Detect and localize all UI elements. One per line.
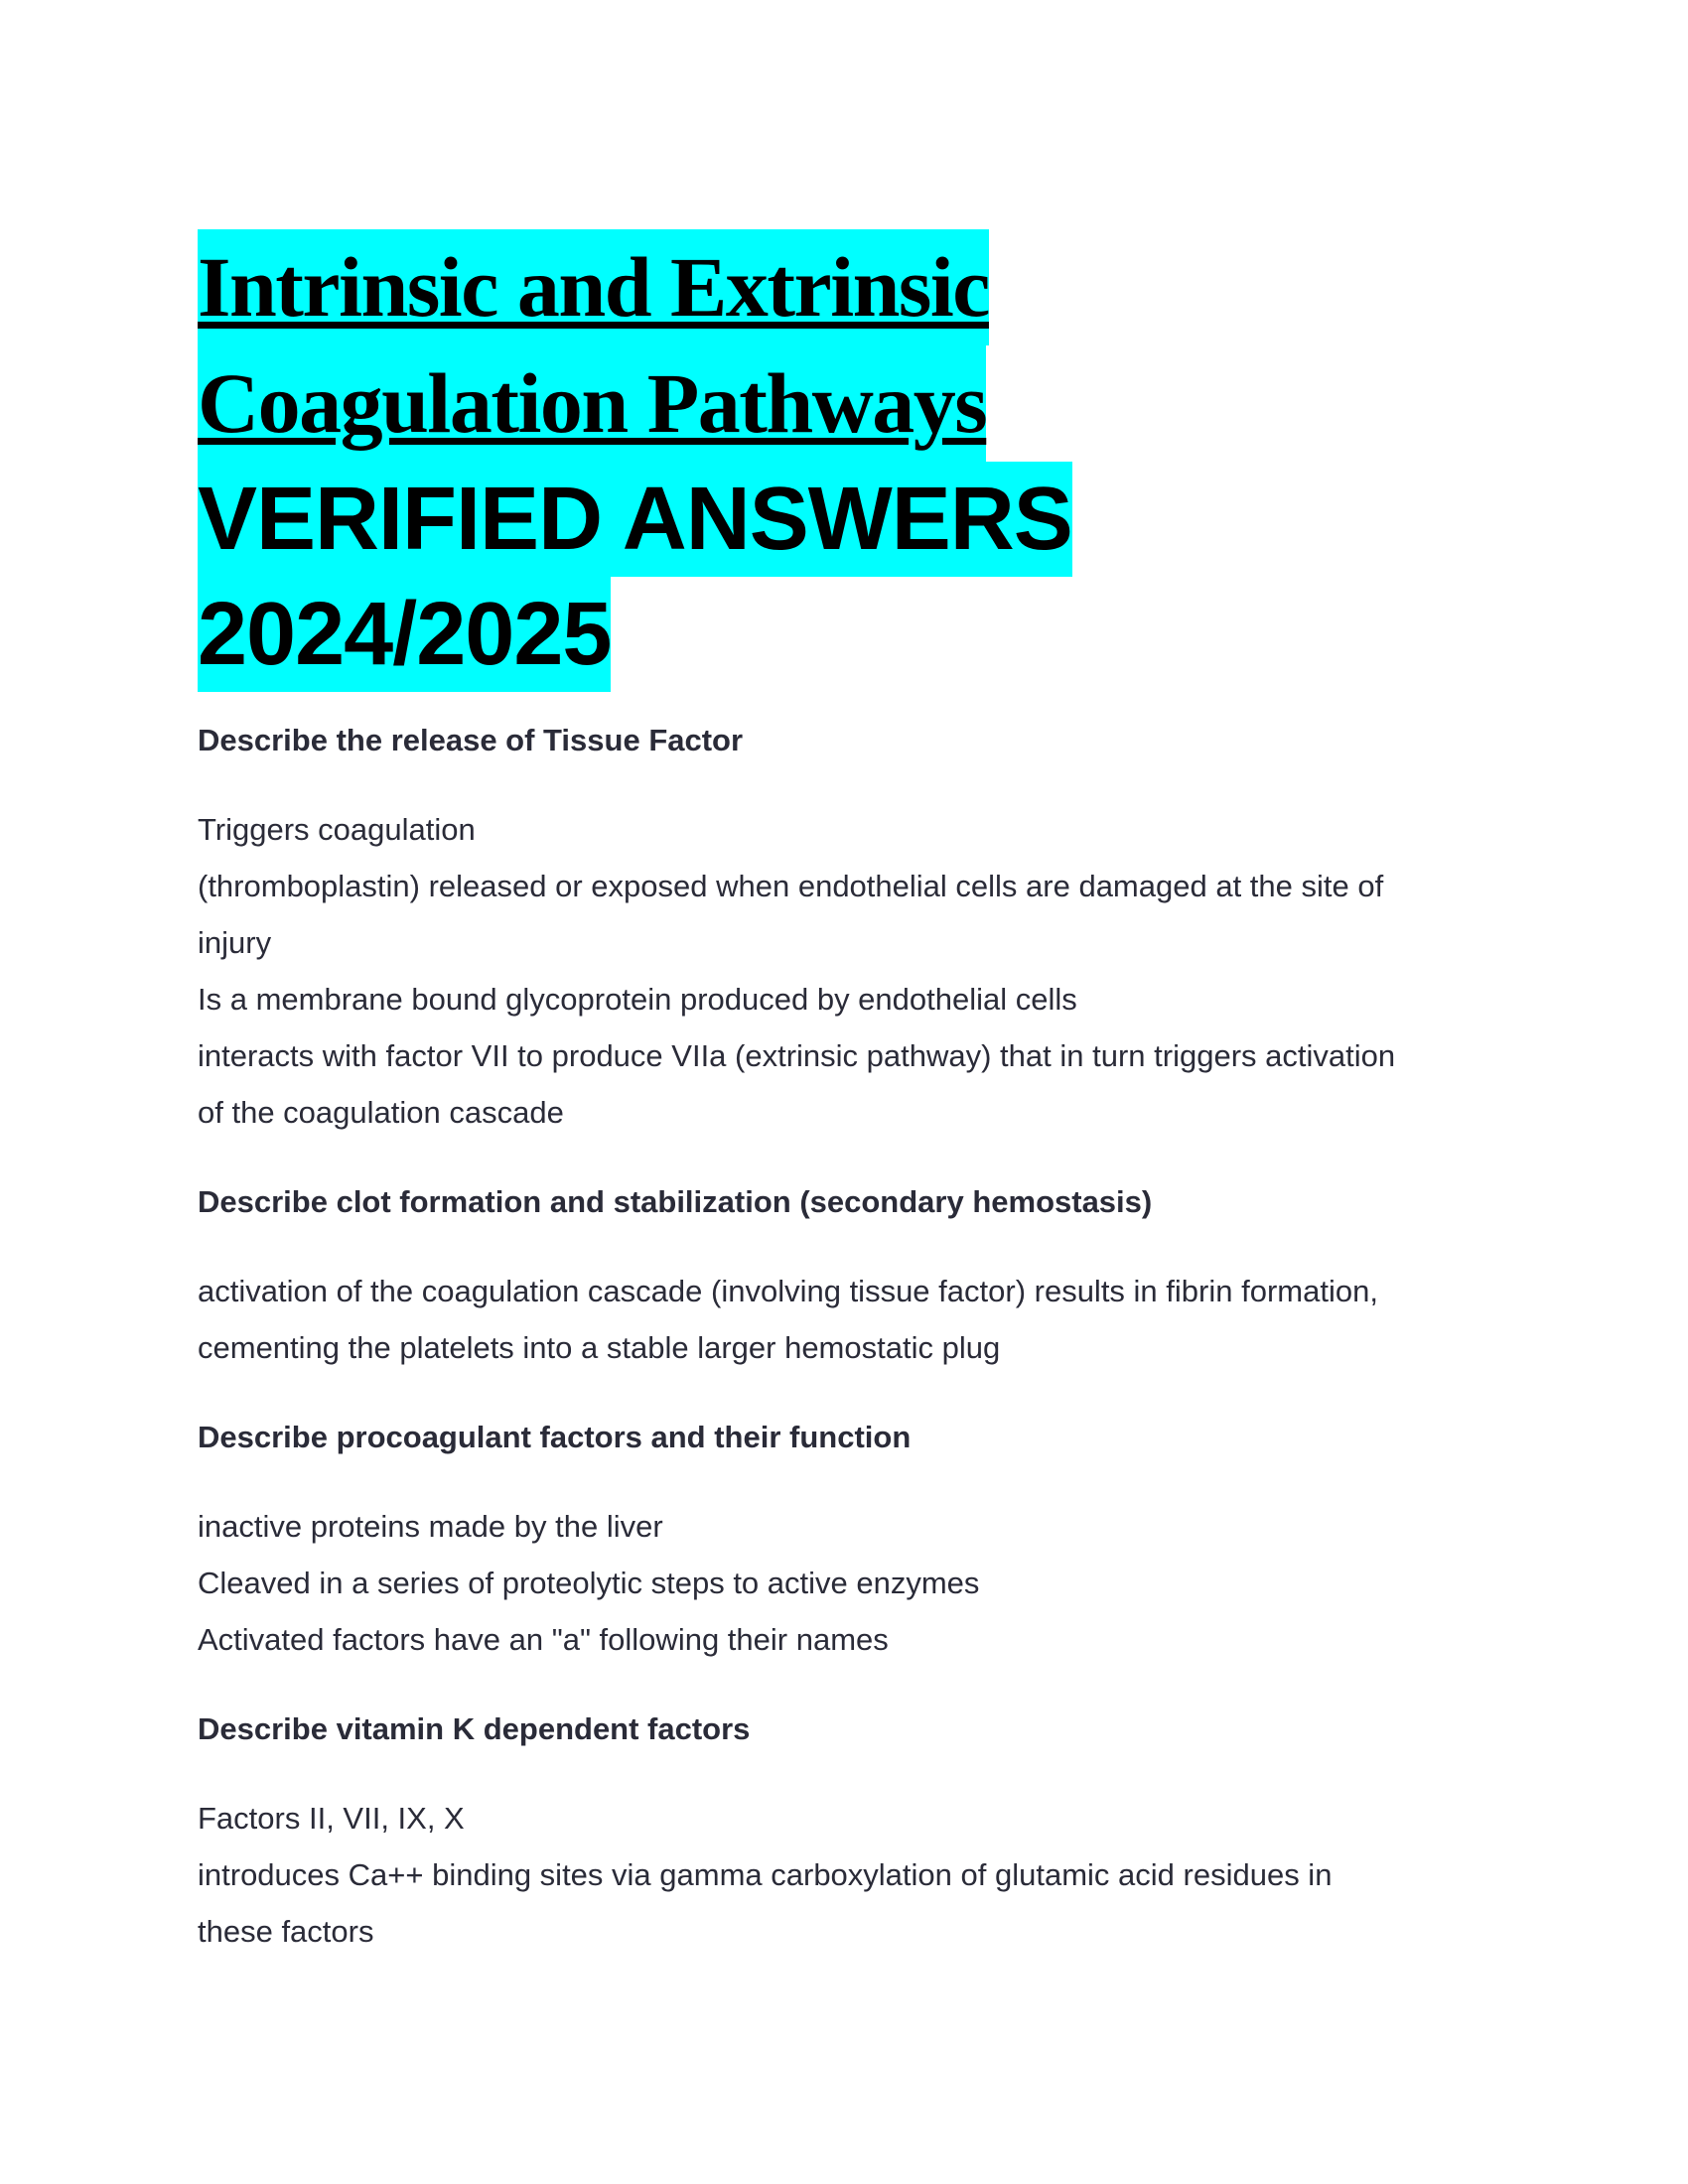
answer-line: cementing the platelets into a stable larger hemostatic plug	[198, 1330, 1001, 1365]
qa-content	[198, 712, 1508, 1960]
answer	[198, 1263, 1508, 1376]
answer	[198, 1790, 1508, 1960]
qa-section-3	[198, 1409, 1508, 1668]
question: Describe vitamin K dependent factors	[198, 1711, 751, 1746]
answer-line: interacts with factor VII to produce VIIa (extrinsic pathway) that in turn triggers activation	[198, 1038, 1396, 1073]
answer-line: Triggers coagulation	[198, 812, 476, 847]
answer-line: inactive proteins made by the liver	[198, 1509, 663, 1544]
answer-line: Activated factors have an "a" following their names	[198, 1622, 889, 1657]
document-title	[198, 229, 1508, 692]
answer-line: Cleaved in a series of proteolytic steps to active enzymes	[198, 1566, 980, 1600]
answer-line: injury	[198, 925, 272, 960]
question: Describe the release of Tissue Factor	[198, 723, 744, 757]
answer-line: Factors II, VII, IX, X	[198, 1801, 465, 1836]
qa-section-4	[198, 1701, 1508, 1960]
answer-line: introduces Ca++ binding sites via gamma carboxylation of glutamic acid residues in	[198, 1857, 1333, 1892]
question: Describe clot formation and stabilization (secondary hemostasis)	[198, 1184, 1153, 1219]
answer	[198, 801, 1508, 1141]
answer-line: of the coagulation cascade	[198, 1095, 564, 1130]
title-line-4: 2024/2025	[198, 577, 611, 692]
title-line-1: Intrinsic and Extrinsic	[198, 229, 989, 345]
answer-line: Is a membrane bound glycoprotein produced by endothelial cells	[198, 982, 1077, 1017]
qa-section-2	[198, 1173, 1508, 1376]
answer-line: these factors	[198, 1914, 374, 1949]
title-line-3: VERIFIED ANSWERS	[198, 462, 1072, 577]
document-page	[198, 229, 1508, 1992]
answer	[198, 1498, 1508, 1668]
question: Describe procoagulant factors and their function	[198, 1420, 912, 1454]
answer-line: (thromboplastin) released or exposed when endothelial cells are damaged at the site of	[198, 869, 1384, 903]
answer-line: activation of the coagulation cascade (involving tissue factor) results in fibrin formation,	[198, 1274, 1378, 1308]
title-line-2: Coagulation Pathways	[198, 345, 986, 462]
qa-section-1	[198, 712, 1508, 1141]
